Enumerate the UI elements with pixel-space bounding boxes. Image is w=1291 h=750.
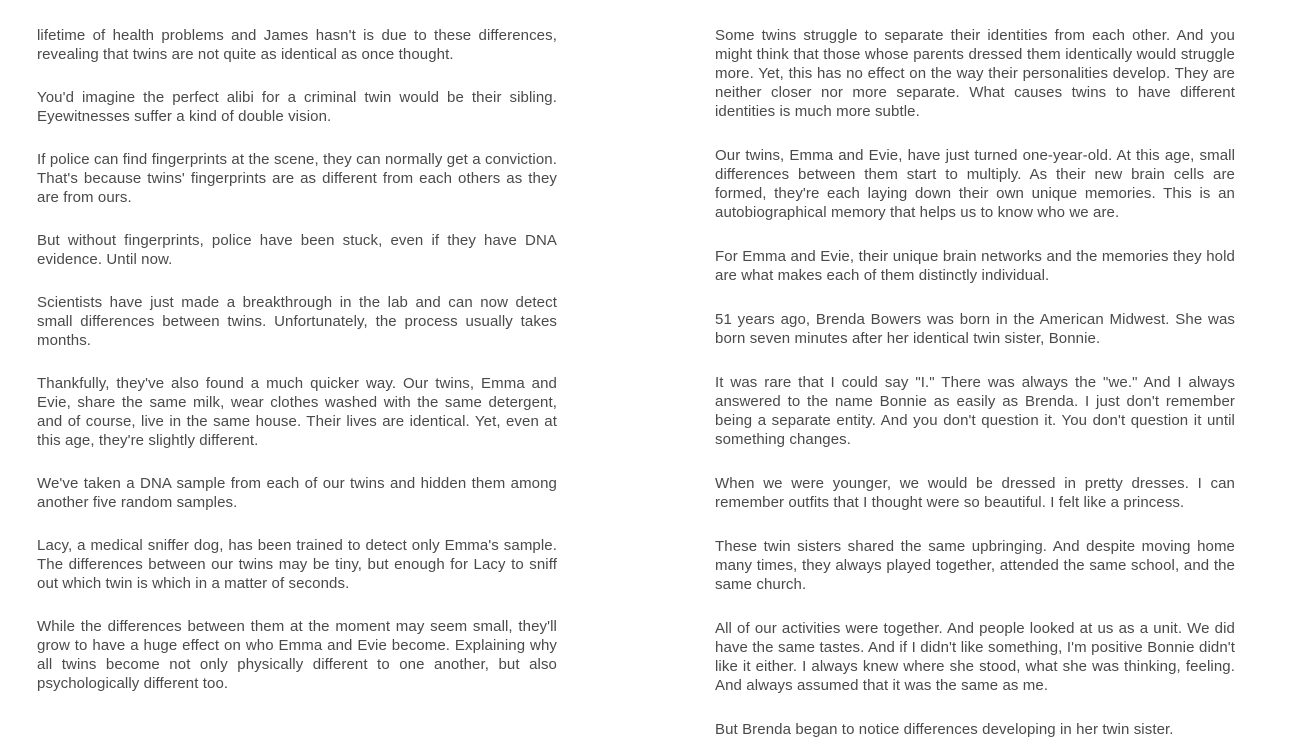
paragraph: When we were younger, we would be dressed in pretty dresses. I can remember outfits that I thought were so beautiful. I felt like a princess.	[715, 475, 1235, 511]
paragraph: These twin sisters shared the same upbringing. And despite moving home many times, they always played together, attended the same school, and the same church.	[715, 538, 1235, 593]
paragraph: You'd imagine the perfect alibi for a criminal twin would be their sibling. Eyewitnesses suffer a kind of double vision.	[37, 89, 557, 125]
paragraph: lifetime of health problems and James hasn't is due to these differences, revealing that twins are not quite as identical as once thought.	[37, 27, 557, 63]
paragraph: Thankfully, they've also found a much quicker way. Our twins, Emma and Evie, share the same milk, wear clothes washed with the same detergent, and of course, live in the same house. Their lives are identical. Yet, even at this age, they're slightly different.	[37, 375, 557, 449]
paragraph: While the differences between them at the moment may seem small, they'll grow to have a huge effect on who Emma and Evie become. Explaining why all twins become not only physically different to one another, but also psychologically different too.	[37, 618, 557, 692]
paragraph: It was rare that I could say "I." There was always the "we." And I always answered to the name Bonnie as easily as Brenda. I just don't remember being a separate entity. And you don't question it. You don't question it until something changes.	[715, 374, 1235, 448]
left-column	[37, 26, 557, 693]
right-column	[715, 26, 1235, 739]
paragraph: But without fingerprints, police have been stuck, even if they have DNA evidence. Until now.	[37, 232, 557, 268]
paragraph: We've taken a DNA sample from each of our twins and hidden them among another five random samples.	[37, 475, 557, 511]
paragraph: But Brenda began to notice differences developing in her twin sister.	[715, 721, 1174, 738]
paragraph: For Emma and Evie, their unique brain networks and the memories they hold are what makes each of them distinctly individual.	[715, 248, 1235, 284]
paragraph: If police can find fingerprints at the scene, they can normally get a conviction. That's because twins' fingerprints are as different from each others as they are from ours.	[37, 151, 557, 206]
paragraph: Our twins, Emma and Evie, have just turned one-year-old. At this age, small differences between them start to multiply. As their new brain cells are formed, they're each laying down their own unique memories. This is an autobiographical memory that helps us to know who we are.	[715, 147, 1235, 221]
paragraph: All of our activities were together. And people looked at us as a unit. We did have the same tastes. And if I didn't like something, I'm positive Bonnie didn't like it either. I always knew where she stood, what she was thinking, feeling. And always assumed that it was the same as me.	[715, 620, 1235, 694]
paragraph: Some twins struggle to separate their identities from each other. And you might think that those whose parents dressed them identically would struggle more. Yet, this has no effect on the way their personalities develop. They are neither closer nor more separate. What causes twins to have different identities is much more subtle.	[715, 27, 1235, 120]
paragraph: 51 years ago, Brenda Bowers was born in the American Midwest. She was born seven minutes after her identical twin sister, Bonnie.	[715, 311, 1235, 347]
paragraph: Lacy, a medical sniffer dog, has been trained to detect only Emma's sample. The differences between our twins may be tiny, but enough for Lacy to sniff out which twin is which in a matter of seconds.	[37, 537, 557, 592]
paragraph: Scientists have just made a breakthrough in the lab and can now detect small differences between twins. Unfortunately, the process usually takes months.	[37, 294, 557, 349]
